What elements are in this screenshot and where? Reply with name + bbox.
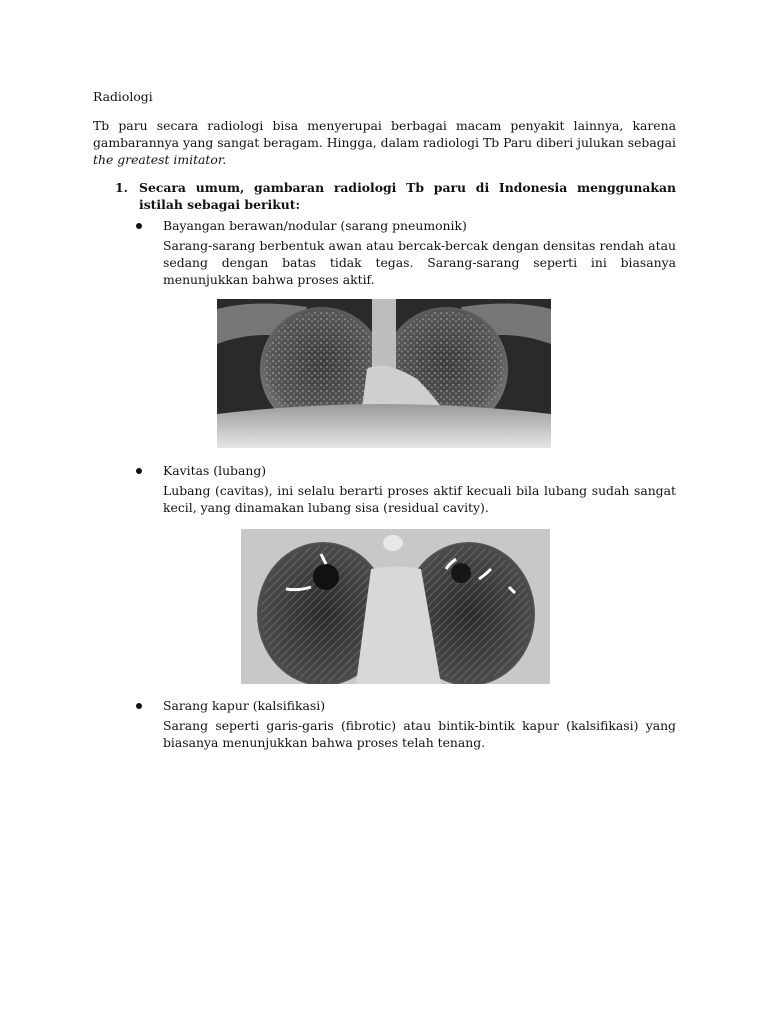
bullet-title: Bayangan berawan/nodular (sarang pneumonik) [163,218,467,233]
bullet-icon [136,223,142,229]
list-item-title: Secara umum, gambaran radiologi Tb paru di Indonesia menggunakan istilah sebagai berikut: [139,180,676,212]
bullet-title: Kavitas (lubang) [163,463,267,478]
bullet-title: Sarang kapur (kalsifikasi) [163,698,326,713]
intro-emphasis: the greatest imitator. [93,152,227,167]
list-number: 1. [115,180,128,195]
intro-text: Tb paru secara radiologi bisa menyerupai berbagai macam penyakit lainnya, karena gambarannya yang sangat beragam. Hingga, dalam radiologi Tb Paru diberi julukan sebagai [93,118,676,150]
bullet-icon [136,703,142,709]
intro-paragraph [93,117,676,168]
bullet-icon [136,468,142,474]
bullet-description: Lubang (cavitas), ini selalu berarti proses aktif kecuali bila lubang sudah sangat kecil, yang dinamakan lubang sisa (residual cavity). [163,483,676,515]
bullet-description: Sarang seperti garis-garis (fibrotic) atau bintik-bintik kapur (kalsifikasi) yang biasanya menunjukkan bahwa proses telah tenang. [163,718,676,750]
bullet-description: Sarang-sarang berbentuk awan atau bercak-bercak dengan densitas rendah atau sedang dengan batas tidak tegas. Sarang-sarang seperti ini biasanya menunjukkan bahwa proses aktif. [163,238,676,287]
chest-xray-nodular-image [217,299,551,448]
section-heading: Radiologi [93,89,153,104]
chest-xray-cavity-image [241,529,550,684]
